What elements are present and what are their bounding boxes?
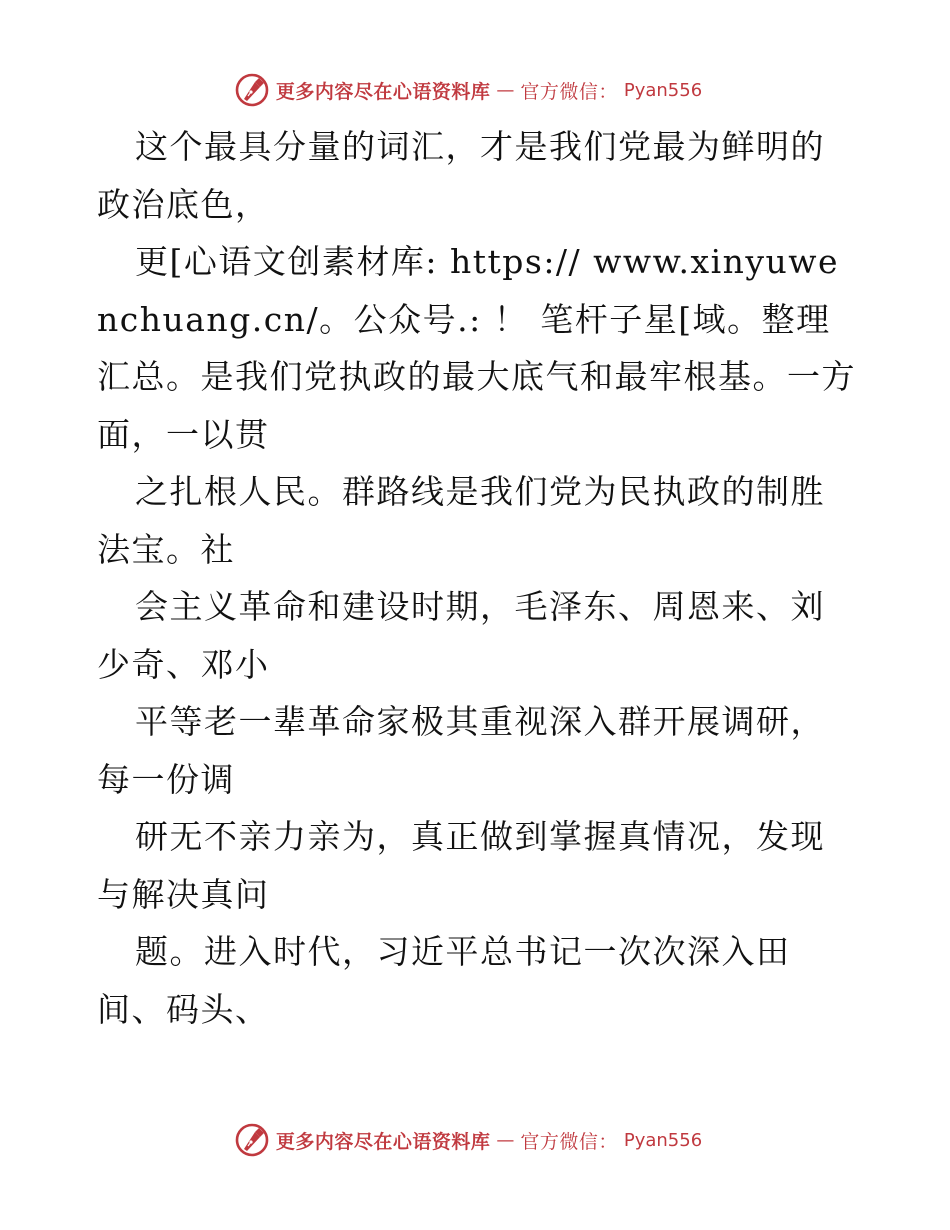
footer-wechat-label: 官方微信： — [520, 1130, 618, 1153]
document-body — [97, 118, 857, 1038]
page-footer — [0, 1120, 950, 1160]
footer-wechat-id: Pyan556 — [623, 1129, 703, 1151]
page-header — [0, 70, 950, 110]
paragraph-3: 之扎根人民。群路线是我们党为民执政的制胜法宝。社 — [97, 472, 825, 569]
paragraph-5: 平等老一辈革命家极其重视深入群开展调研，每一份调 — [97, 702, 825, 799]
paragraph-2: 更[心语文创素材库: https:// www.xinyuwenchuang.cn/。公众号.: ！ 笔杆子星[域。整理汇总。是我们党执政的最大底气和最牢根基。一方面，一以贯 — [97, 242, 856, 454]
header-brand-text: 更多内容尽在心语资料库 — [275, 80, 491, 103]
header-wechat-label: 官方微信： — [520, 80, 618, 103]
paragraph-4: 会主义革命和建设时期，毛泽东、周恩来、刘少奇、邓小 — [97, 587, 825, 684]
footer-dash: — — [496, 1129, 515, 1151]
paragraph-7: 题。进入时代，习近平总书记一次次深入田间、码头、 — [97, 932, 791, 1029]
header-wechat-id: Pyan556 — [623, 79, 703, 101]
header-banner — [234, 72, 702, 108]
header-dash: — — [496, 79, 515, 101]
pen-nib-logo-icon — [234, 1122, 270, 1158]
paragraph-1: 这个最具分量的词汇，才是我们党最为鲜明的政治底色， — [97, 127, 825, 224]
pen-nib-logo-icon — [234, 72, 270, 108]
paragraph-6: 研无不亲力亲为，真正做到掌握真情况，发现与解决真问 — [97, 817, 825, 914]
footer-banner — [234, 1122, 702, 1158]
footer-brand-text: 更多内容尽在心语资料库 — [275, 1130, 491, 1153]
